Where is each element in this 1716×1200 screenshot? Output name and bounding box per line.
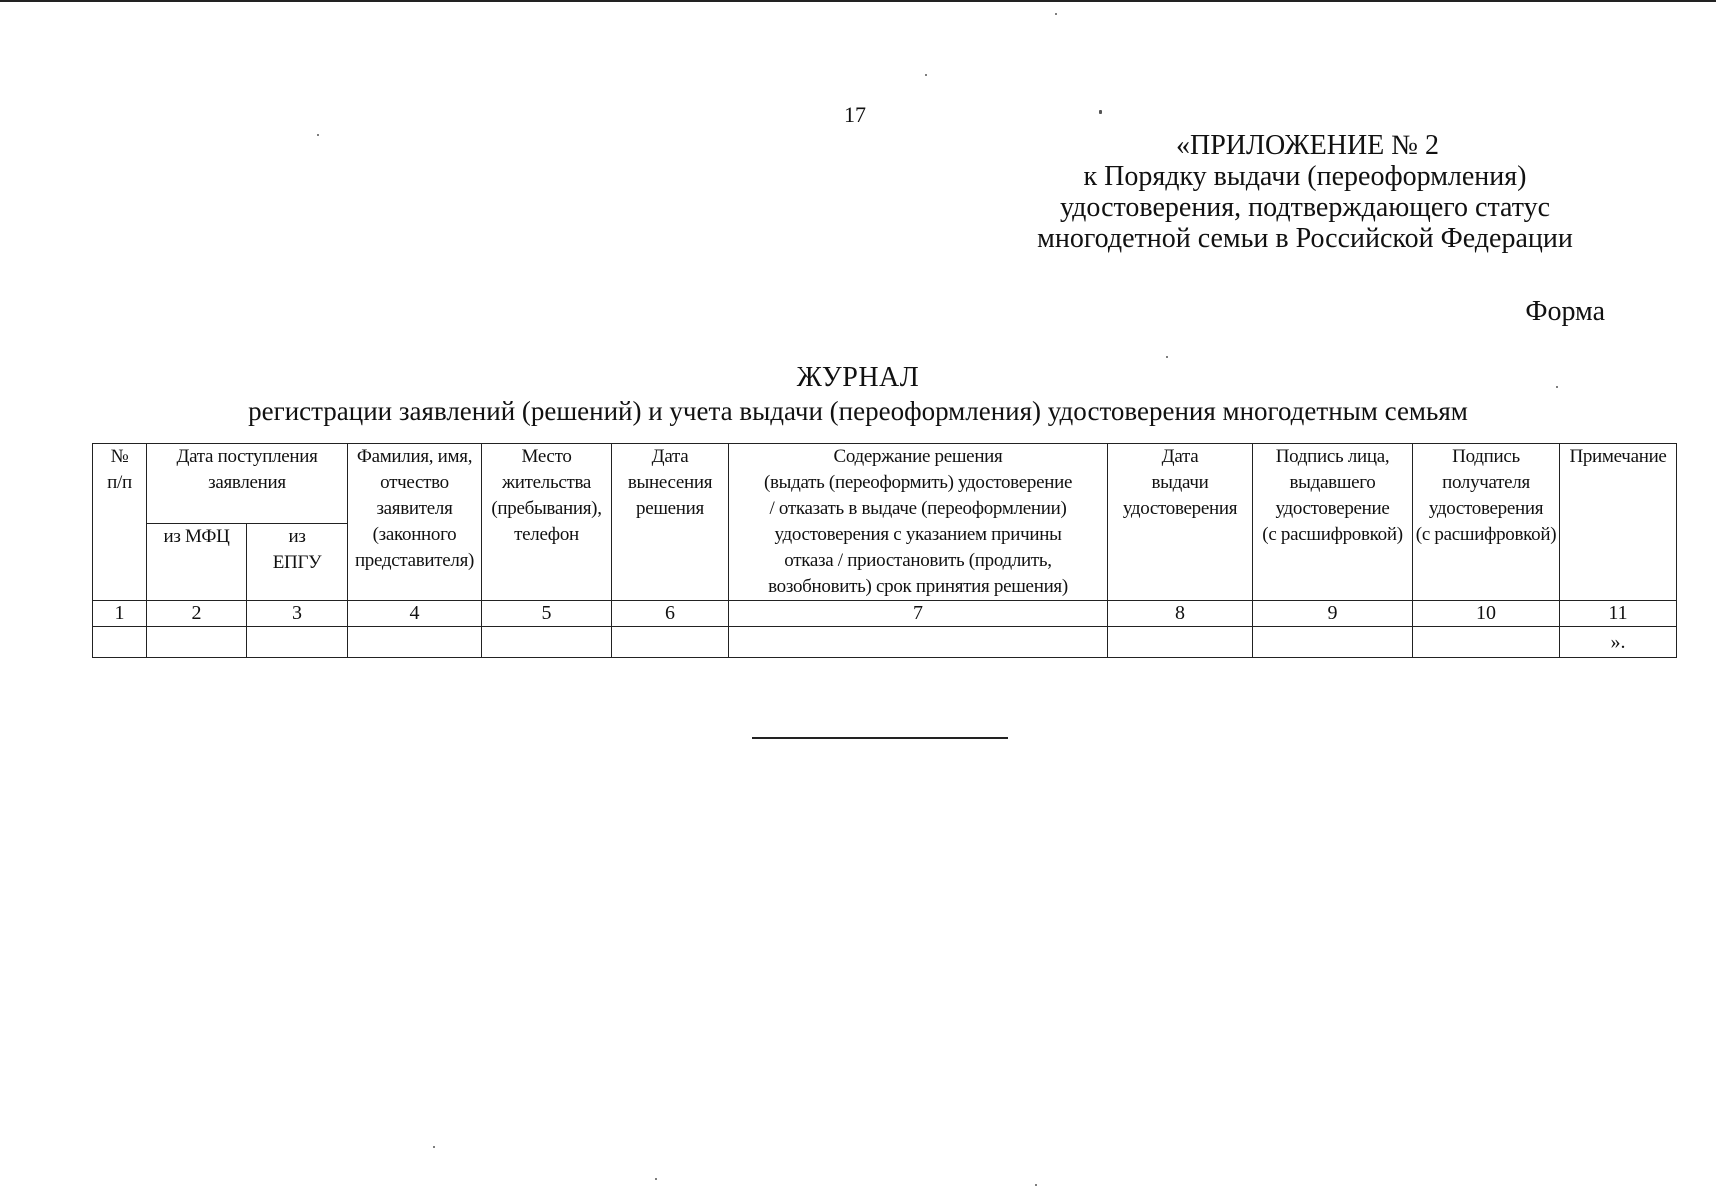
blank-entry-cell xyxy=(1253,627,1413,658)
header-text-line: получателя xyxy=(1442,472,1530,493)
header-text-line: Содержание решения xyxy=(833,446,1003,467)
blank-entry-row xyxy=(93,627,1677,658)
end-of-document-rule xyxy=(752,737,1008,739)
header-receipt-date-group xyxy=(147,444,348,524)
scan-speck xyxy=(1166,356,1168,358)
header-text-line: (пребывания), xyxy=(491,498,602,519)
header-text-line: (с расшифровкой) xyxy=(1262,524,1403,545)
header-text-line: возобновить) срок принятия решения) xyxy=(768,576,1068,597)
scan-speck xyxy=(317,134,319,136)
column-number-cell: 5 xyxy=(482,601,612,627)
header-text-line: / отказать в выдаче (переоформлении) xyxy=(769,498,1067,519)
header-text-line: Примечание xyxy=(1569,446,1667,467)
column-number-row xyxy=(93,601,1677,627)
header-text-line: Подпись лица, xyxy=(1275,446,1390,467)
header-text-line: Дата xyxy=(651,446,689,467)
header-text-line: удостоверения xyxy=(1122,498,1238,519)
header-text-line: Место xyxy=(521,446,572,467)
header-text-line: Подпись xyxy=(1452,446,1520,467)
scan-speck xyxy=(1035,1184,1037,1186)
header-text-line: отказа / приостановить (продлить, xyxy=(784,550,1052,571)
journal-table-container xyxy=(92,443,1676,658)
blank-entry-cell xyxy=(729,627,1108,658)
column-number-cell: 2 xyxy=(147,601,247,627)
blank-entry-cell xyxy=(147,627,247,658)
header-text-line: представителя) xyxy=(354,550,475,571)
journal-subtitle: регистрации заявлений (решений) и учета выдачи (переоформления) удостоверения многодетным семьям xyxy=(248,396,1468,426)
header-text-line: п/п xyxy=(107,472,132,493)
header-text-line: заявления xyxy=(208,472,286,493)
appendix-header xyxy=(980,130,1630,254)
appendix-line-3: многодетной семьи в Российской Федерации xyxy=(1037,223,1573,254)
header-text-line: Дата xyxy=(1161,446,1199,467)
header-text-line: (с расшифровкой) xyxy=(1415,524,1557,545)
appendix-line-2: удостоверения, подтверждающего статус xyxy=(1059,192,1551,223)
header-text-line: из xyxy=(288,525,306,547)
scan-speck xyxy=(433,1146,435,1148)
header-text-line: заявителя xyxy=(376,498,453,519)
journal-table xyxy=(92,443,1677,658)
column-number-cell: 1 xyxy=(93,601,147,627)
scan-top-edge xyxy=(0,0,1716,2)
scan-speck xyxy=(925,74,927,76)
header-decision-content xyxy=(729,444,1108,601)
header-text-line: удостоверения xyxy=(1428,498,1544,519)
header-issuer-signature xyxy=(1253,444,1413,601)
header-issue-date xyxy=(1108,444,1253,601)
blank-entry-cell xyxy=(348,627,482,658)
header-note xyxy=(1560,444,1677,601)
header-text-line: ЕПГУ xyxy=(272,551,322,573)
scan-speck xyxy=(1055,13,1057,15)
header-residence-phone xyxy=(482,444,612,601)
closing-quote-mark: ». xyxy=(1610,631,1626,653)
blank-entry-cell xyxy=(93,627,147,658)
column-number-cell: 6 xyxy=(612,601,729,627)
column-number-cell: 9 xyxy=(1253,601,1413,627)
blank-entry-cell xyxy=(612,627,729,658)
column-number-cell: 4 xyxy=(348,601,482,627)
appendix-title: «ПРИЛОЖЕНИЕ № 2 xyxy=(1176,130,1439,161)
header-decision-date xyxy=(612,444,729,601)
scan-speck xyxy=(1099,110,1102,114)
header-text-line: жительства xyxy=(501,472,592,493)
blank-entry-cell xyxy=(482,627,612,658)
form-label: Форма xyxy=(1525,296,1605,327)
header-text-line: из МФЦ xyxy=(163,525,230,547)
appendix-line-1: к Порядку выдачи (переоформления) xyxy=(1083,161,1527,192)
header-text-line: удостоверения с указанием причины xyxy=(774,524,1062,545)
blank-entry-cell xyxy=(1108,627,1253,658)
header-text-line: № xyxy=(110,446,129,467)
header-applicant-name xyxy=(348,444,482,601)
header-text-line: телефон xyxy=(514,524,579,545)
header-col-number xyxy=(93,444,147,601)
header-text-line: решения xyxy=(636,498,704,519)
blank-entry-cell xyxy=(247,627,348,658)
header-text-line: выдавшего xyxy=(1289,472,1376,493)
scan-speck xyxy=(1556,386,1558,388)
column-number-cell: 8 xyxy=(1108,601,1253,627)
header-text-line: вынесения xyxy=(627,472,713,493)
header-text-line: Фамилия, имя, xyxy=(356,446,473,467)
page-number: 17 xyxy=(844,102,866,127)
journal-title: ЖУРНАЛ xyxy=(796,362,920,393)
column-number-cell: 7 xyxy=(729,601,1108,627)
column-number-cell: 3 xyxy=(247,601,348,627)
header-recipient-signature xyxy=(1413,444,1560,601)
header-text-line: отчество xyxy=(380,472,449,493)
header-text-line: удостоверение xyxy=(1275,498,1390,519)
blank-entry-cell xyxy=(1560,627,1677,658)
table-header-row-1 xyxy=(93,444,1677,524)
header-from-mfc xyxy=(147,523,247,601)
header-text-line: (выдать (переоформить) удостоверение xyxy=(763,472,1073,493)
header-text-line: выдачи xyxy=(1151,472,1209,493)
column-number-cell: 11 xyxy=(1560,601,1677,627)
column-number-cell: 10 xyxy=(1413,601,1560,627)
header-text-line: (законного xyxy=(372,524,457,545)
header-from-epgu xyxy=(247,523,348,601)
header-text-line: Дата поступления xyxy=(176,446,318,467)
blank-entry-cell xyxy=(1413,627,1560,658)
scan-speck xyxy=(655,1178,657,1180)
